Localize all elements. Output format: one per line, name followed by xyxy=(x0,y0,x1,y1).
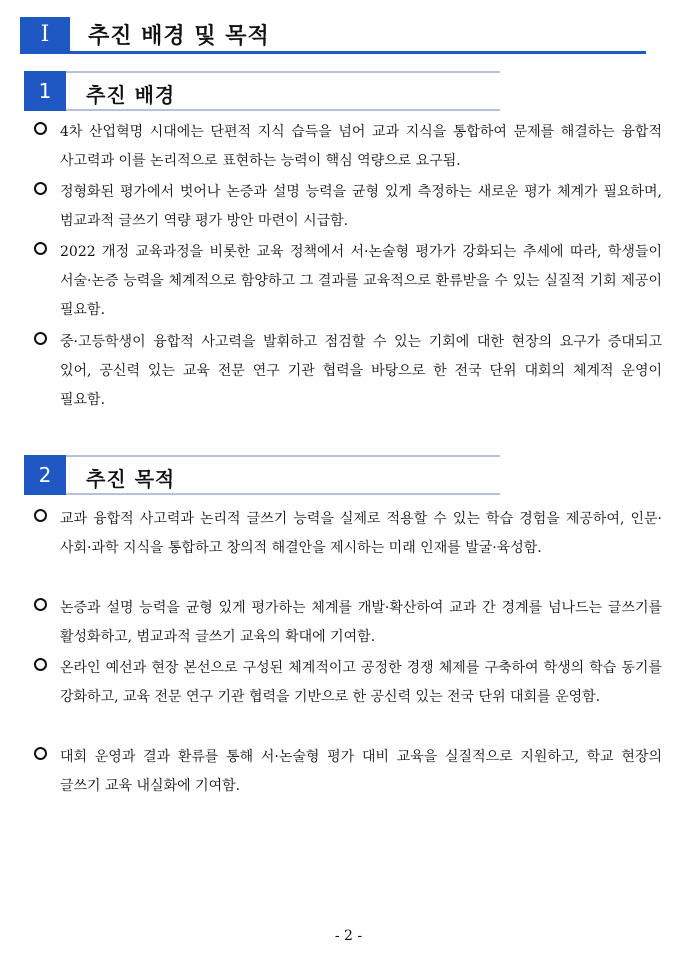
list-item xyxy=(34,178,662,236)
list-item-text: 2022 개정 교육과정을 비롯한 교육 정책에서 서·논술형 평가가 강화되는 추세에 따라, 학생들이 서술·논증 능력을 체계적으로 함양하고 그 결과를 교육적으로 환류받을 수 있는 실질적 기회 제공이 필요함. xyxy=(60,244,662,318)
list-item-text: 중·고등학생이 융합적 사고력을 발휘하고 점검할 수 있는 기회에 대한 현장의 요구가 증대되고 있어, 공신력 있는 교육 전문 연구 기관 협력을 바탕으로 한 전국 단위 대회의 체계적 운영이 필요함. xyxy=(60,334,662,408)
circle-bullet-icon xyxy=(34,658,47,671)
section-number: 2 xyxy=(24,455,66,495)
circle-bullet-icon xyxy=(34,747,47,760)
list-item xyxy=(34,654,662,712)
section-rule-bottom xyxy=(66,109,500,111)
list-item xyxy=(34,238,662,325)
section-rule-top xyxy=(66,455,500,457)
chapter-number: Ⅰ xyxy=(20,17,70,51)
chapter-title: 추진 배경 및 목적 xyxy=(88,24,270,49)
chapter-heading xyxy=(20,17,646,53)
section-rule-top xyxy=(66,71,500,73)
circle-bullet-icon xyxy=(34,182,47,195)
circle-bullet-icon xyxy=(34,242,47,255)
section-number: 1 xyxy=(24,71,66,111)
circle-bullet-icon xyxy=(34,122,47,135)
list-item xyxy=(34,594,662,652)
list-item-text: 대회 운영과 결과 환류를 통해 서·논술형 평가 대비 교육을 실질적으로 지원하고, 학교 현장의 글쓰기 교육 내실화에 기여함. xyxy=(60,749,662,794)
circle-bullet-icon xyxy=(34,598,47,611)
circle-bullet-icon xyxy=(34,509,47,522)
list-item-text: 논증과 설명 능력을 균형 있게 평가하는 체계를 개발·확산하여 교과 간 경계를 넘나드는 글쓰기를 활성화하고, 범교과적 글쓰기 교육의 확대에 기여함. xyxy=(60,600,662,645)
page-number: - 2 - xyxy=(334,928,363,944)
chapter-rule xyxy=(20,51,646,54)
list-item xyxy=(34,505,662,563)
list-item-text: 4차 산업혁명 시대에는 단편적 지식 습득을 넘어 교과 지식을 통합하여 문제를 해결하는 융합적 사고력과 이를 논리적으로 표현하는 능력이 핵심 역량으로 요구됨. xyxy=(60,124,662,169)
list-item-text: 정형화된 평가에서 벗어나 논증과 설명 능력을 균형 있게 측정하는 새로운 평가 체계가 필요하며, 범교과적 글쓰기 역량 평가 방안 마련이 시급함. xyxy=(60,184,662,229)
section-heading-background xyxy=(24,71,500,113)
list-item-text: 온라인 예선과 현장 본선으로 구성된 체계적이고 공정한 경쟁 체제를 구축하여 학생의 학습 동기를 강화하고, 교육 전문 연구 기관 협력을 기반으로 한 공신력 있는 전국 단위 대회를 운영함. xyxy=(60,660,662,705)
list-item-text: 교과 융합적 사고력과 논리적 글쓰기 능력을 실제로 적용할 수 있는 학습 경험을 제공하여, 인문·사회·과학 지식을 통합하고 창의적 해결안을 제시하는 미래 인재를 발굴·육성함. xyxy=(60,511,662,556)
section-rule-bottom xyxy=(66,493,500,495)
section-title: 추진 목적 xyxy=(86,467,176,491)
list-item xyxy=(34,118,662,176)
section-title: 추진 배경 xyxy=(86,83,176,107)
section-heading-purpose xyxy=(24,455,500,497)
circle-bullet-icon xyxy=(34,332,47,345)
list-item xyxy=(34,743,662,801)
list-item xyxy=(34,328,662,415)
